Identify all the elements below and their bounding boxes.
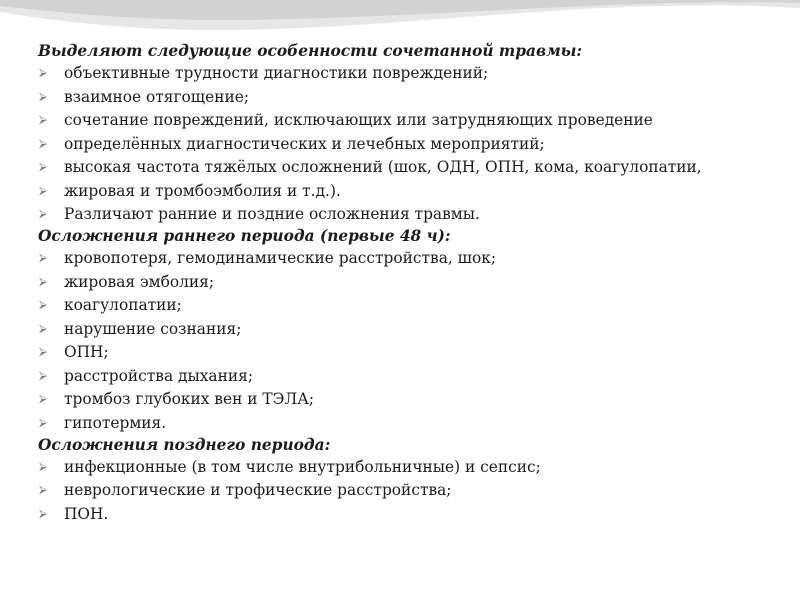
arrow-bullet-icon: ⮚ (39, 368, 47, 382)
arrow-bullet-icon: ⮚ (39, 415, 47, 429)
list-item (38, 86, 778, 108)
list-item (38, 365, 778, 387)
slide-content (38, 40, 778, 525)
late-complications-list (38, 456, 778, 525)
list-item-text: ОПН; (64, 343, 109, 361)
section-heading-early-complications: Осложнения раннего периода (первые 48 ч): (38, 227, 451, 245)
list-item-text: жировая эмболия; (64, 272, 215, 291)
arrow-bullet-icon: ⮚ (39, 160, 47, 173)
list-item-text: нарушение сознания; (64, 319, 242, 338)
arrow-bullet-icon: ⮚ (39, 321, 47, 335)
list-item (38, 503, 778, 525)
list-item-text: определённых диагностических и лечебных мероприятий; (64, 134, 545, 153)
list-item-text: высокая частота тяжёлых осложнений (шок, ОДН, ОПН, кома, коагулопатии, (64, 158, 702, 176)
list-item-text: объективные трудности диагностики повреждений; (64, 64, 489, 82)
section-heading-features: Выделяют следующие особенности сочетанной травмы: (38, 42, 583, 60)
list-item-text: жировая и тромбоэмболия и т.д.). (64, 181, 341, 200)
list-item (38, 479, 778, 501)
list-item (38, 271, 778, 293)
early-complications-list (38, 247, 778, 434)
arrow-bullet-icon: ⮚ (39, 459, 47, 473)
list-item (38, 341, 778, 363)
arrow-bullet-icon: ⮚ (39, 66, 47, 79)
arrow-bullet-icon: ⮚ (39, 207, 47, 220)
section-heading-late-complications: Осложнения позднего периода: (38, 435, 331, 454)
arrow-bullet-icon: ⮚ (39, 251, 47, 264)
list-item (38, 247, 778, 269)
list-item (38, 412, 778, 434)
arrow-bullet-icon: ⮚ (39, 392, 47, 405)
list-item (38, 133, 778, 155)
list-item (38, 156, 778, 178)
list-item-text: ПОН. (64, 504, 109, 523)
list-item-text: расстройства дыхания; (64, 366, 254, 385)
list-item (38, 456, 778, 478)
list-item (38, 109, 778, 131)
arrow-bullet-icon: ⮚ (39, 483, 47, 496)
list-item-text: взаимное отягощение; (64, 87, 250, 106)
arrow-bullet-icon: ⮚ (39, 183, 47, 197)
list-item (38, 180, 778, 202)
features-list (38, 62, 778, 225)
arrow-bullet-icon: ⮚ (39, 506, 47, 520)
list-item-text: Различают ранние и поздние осложнения травмы. (64, 205, 480, 223)
list-item-text: коагулопатии; (64, 296, 182, 314)
list-item-text: кровопотеря, гемодинамические расстройства, шок; (64, 249, 497, 267)
list-item-text: инфекционные (в том числе внутрибольничные) и сепсис; (64, 457, 541, 476)
list-item (38, 318, 778, 340)
arrow-bullet-icon: ⮚ (39, 345, 47, 358)
arrow-bullet-icon: ⮚ (39, 136, 47, 150)
list-item-text: гипотермия. (64, 413, 167, 432)
list-item (38, 294, 778, 316)
arrow-bullet-icon: ⮚ (39, 274, 47, 288)
list-item (38, 388, 778, 410)
arrow-bullet-icon: ⮚ (39, 89, 47, 103)
arrow-bullet-icon: ⮚ (39, 298, 47, 311)
arrow-bullet-icon: ⮚ (39, 113, 47, 126)
list-item-text: тромбоз глубоких вен и ТЭЛА; (64, 390, 315, 408)
list-item (38, 62, 778, 84)
list-item (38, 203, 778, 225)
list-item-text: сочетание повреждений, исключающих или затрудняющих проведение (64, 111, 653, 129)
list-item-text: неврологические и трофические расстройства; (64, 481, 452, 499)
